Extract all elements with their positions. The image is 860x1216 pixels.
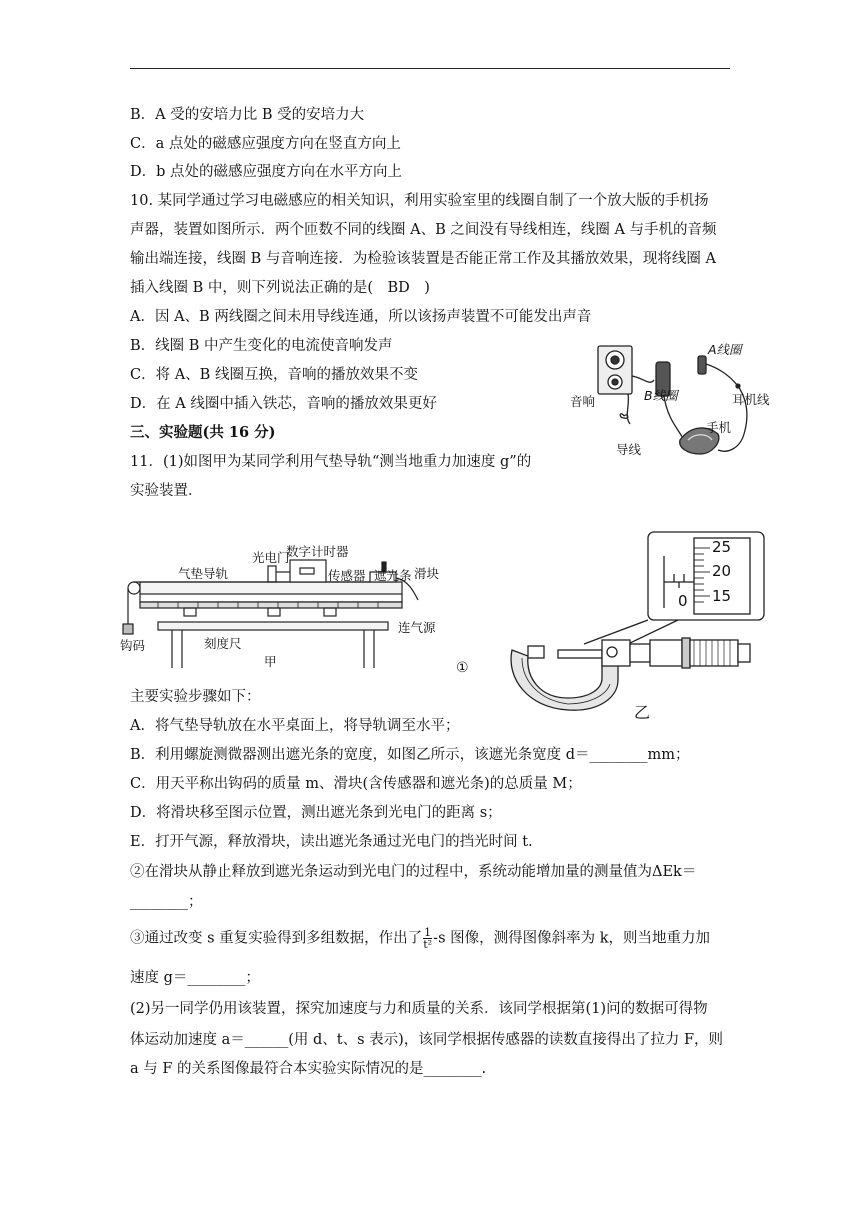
label-digital-timer: 数字计时器	[286, 544, 349, 559]
part-3-text-b: -s 图像，测得图像斜率为 k，则当地重力加	[433, 930, 711, 947]
part-2-line-2: ________；	[130, 894, 203, 910]
speaker-figure	[568, 338, 788, 460]
option-c-q9: C．a 点处的磁感应强度方向在竖直方向上	[130, 136, 401, 152]
question-10-line-2: 声器，装置如图所示．两个匝数不同的线圈 A、B 之间没有导线相连，线圈 A 与手机的音频	[130, 222, 717, 238]
label-sensor: 传感器	[328, 568, 366, 583]
micrometer-tick-15: 15	[712, 587, 732, 605]
question-10-line-3: 输出端连接，线圈 B 与音响连接．为检验该装置是否能正常工作及其播放效果，现将线圈 A	[130, 251, 716, 267]
micrometer-figure	[488, 528, 778, 728]
label-phone: 手机	[706, 420, 732, 435]
header-rule	[130, 68, 730, 69]
fraction-1-over-t2	[423, 927, 432, 950]
option-d-q9: D．b 点处的磁感应强度方向在水平方向上	[130, 164, 403, 180]
label-coil-a: A线圈	[708, 342, 742, 357]
air-track-figure	[118, 540, 478, 680]
question-11-line-1: 11．(1)如图甲为某同学利用气垫导轨“测当地重力加速度 g”的	[130, 454, 532, 470]
label-earphone-wire: 耳机线	[732, 392, 770, 407]
option-c-q10: C．将 A、B 线圈互换，音响的播放效果不变	[130, 367, 418, 383]
step-c: C．用天平称出钩码的质量 m、滑块(含传感器和遮光条)的总质量 M；	[130, 776, 582, 792]
question-10-line-4: 插入线圈 B 中，则下列说法正确的是( BD )	[130, 280, 430, 296]
step-a: A．将气垫导轨放在水平桌面上，将导轨调至水平；	[130, 718, 460, 734]
label-strip: 遮光条	[374, 568, 412, 583]
part-3-line-2: 速度 g＝________；	[130, 970, 260, 986]
part-3-line-1	[130, 927, 710, 950]
micrometer-tick-25: 25	[712, 538, 732, 556]
option-b-q10: B．线圈 B 中产生变化的电流使音响发声	[130, 338, 393, 354]
question-11-2-line-1: (2)另一同学仍用该装置，探究加速度与力和质量的关系．该同学根据第(1)问的数据可得物	[130, 1001, 708, 1017]
label-photogate: 光电门	[252, 550, 290, 565]
question-11-2-line-3: a 与 F 的关系图像最符合本实验实际情况的是________.	[130, 1061, 487, 1077]
option-a-q10: A．因 A、B 两线圈之间未用导线连通，所以该扬声装置不可能发出声音	[130, 309, 592, 325]
micrometer-tick-0: 0	[678, 592, 688, 610]
part-3-text-a: ③通过改变 s 重复实验得到多组数据，作出了	[130, 930, 423, 947]
label-ruler: 刻度尺	[204, 636, 242, 651]
fraction-denominator: t²	[423, 938, 433, 951]
question-11-2-line-2: 体运动加速度 a＝______(用 d、t、s 表示)，该同学根据传感器的读数直接得出了拉力 F，则	[130, 1032, 724, 1048]
label-air-rail: 气垫导轨	[178, 566, 229, 581]
label-coil-b: B线圈	[644, 388, 678, 403]
steps-intro: 主要实验步骤如下：	[130, 689, 261, 705]
question-11-line-2: 实验装置．	[130, 483, 203, 499]
fraction-numerator: 1	[424, 926, 432, 939]
label-circled-one: ①	[456, 660, 469, 676]
label-weight: 钩码	[120, 638, 146, 653]
question-10-line-1: 10. 某同学通过学习电磁感应的相关知识，利用实验室里的线圈自制了一个放大版的手机扬	[130, 193, 709, 209]
label-air-source: 连气源	[398, 620, 436, 635]
label-figure-yi: 乙	[634, 703, 651, 722]
label-wire: 导线	[616, 442, 642, 457]
step-d: D．将滑块移至图示位置，测出遮光条到光电门的距离 s；	[130, 805, 502, 821]
step-b: B．利用螺旋测微器测出遮光条的宽度，如图乙所示，该遮光条宽度 d＝________mm；	[130, 747, 690, 763]
label-figure-jia: 甲	[264, 654, 277, 669]
step-e: E．打开气源，释放滑块，读出遮光条通过光电门的挡光时间 t.	[130, 834, 533, 850]
micrometer-tick-20: 20	[712, 562, 732, 580]
part-2-line-1: ②在滑块从静止释放到遮光条运动到光电门的过程中，系统动能增加量的测量值为ΔEk＝	[130, 864, 697, 880]
label-speaker: 音响	[570, 394, 596, 409]
section-heading: 三、实验题(共 16 分)	[130, 424, 276, 441]
option-d-q10: D．在 A 线圈中插入铁芯，音响的播放效果更好	[130, 396, 437, 412]
option-b-q9: B．A 受的安培力比 B 受的安培力大	[130, 107, 365, 123]
label-slider: 滑块	[414, 566, 440, 581]
